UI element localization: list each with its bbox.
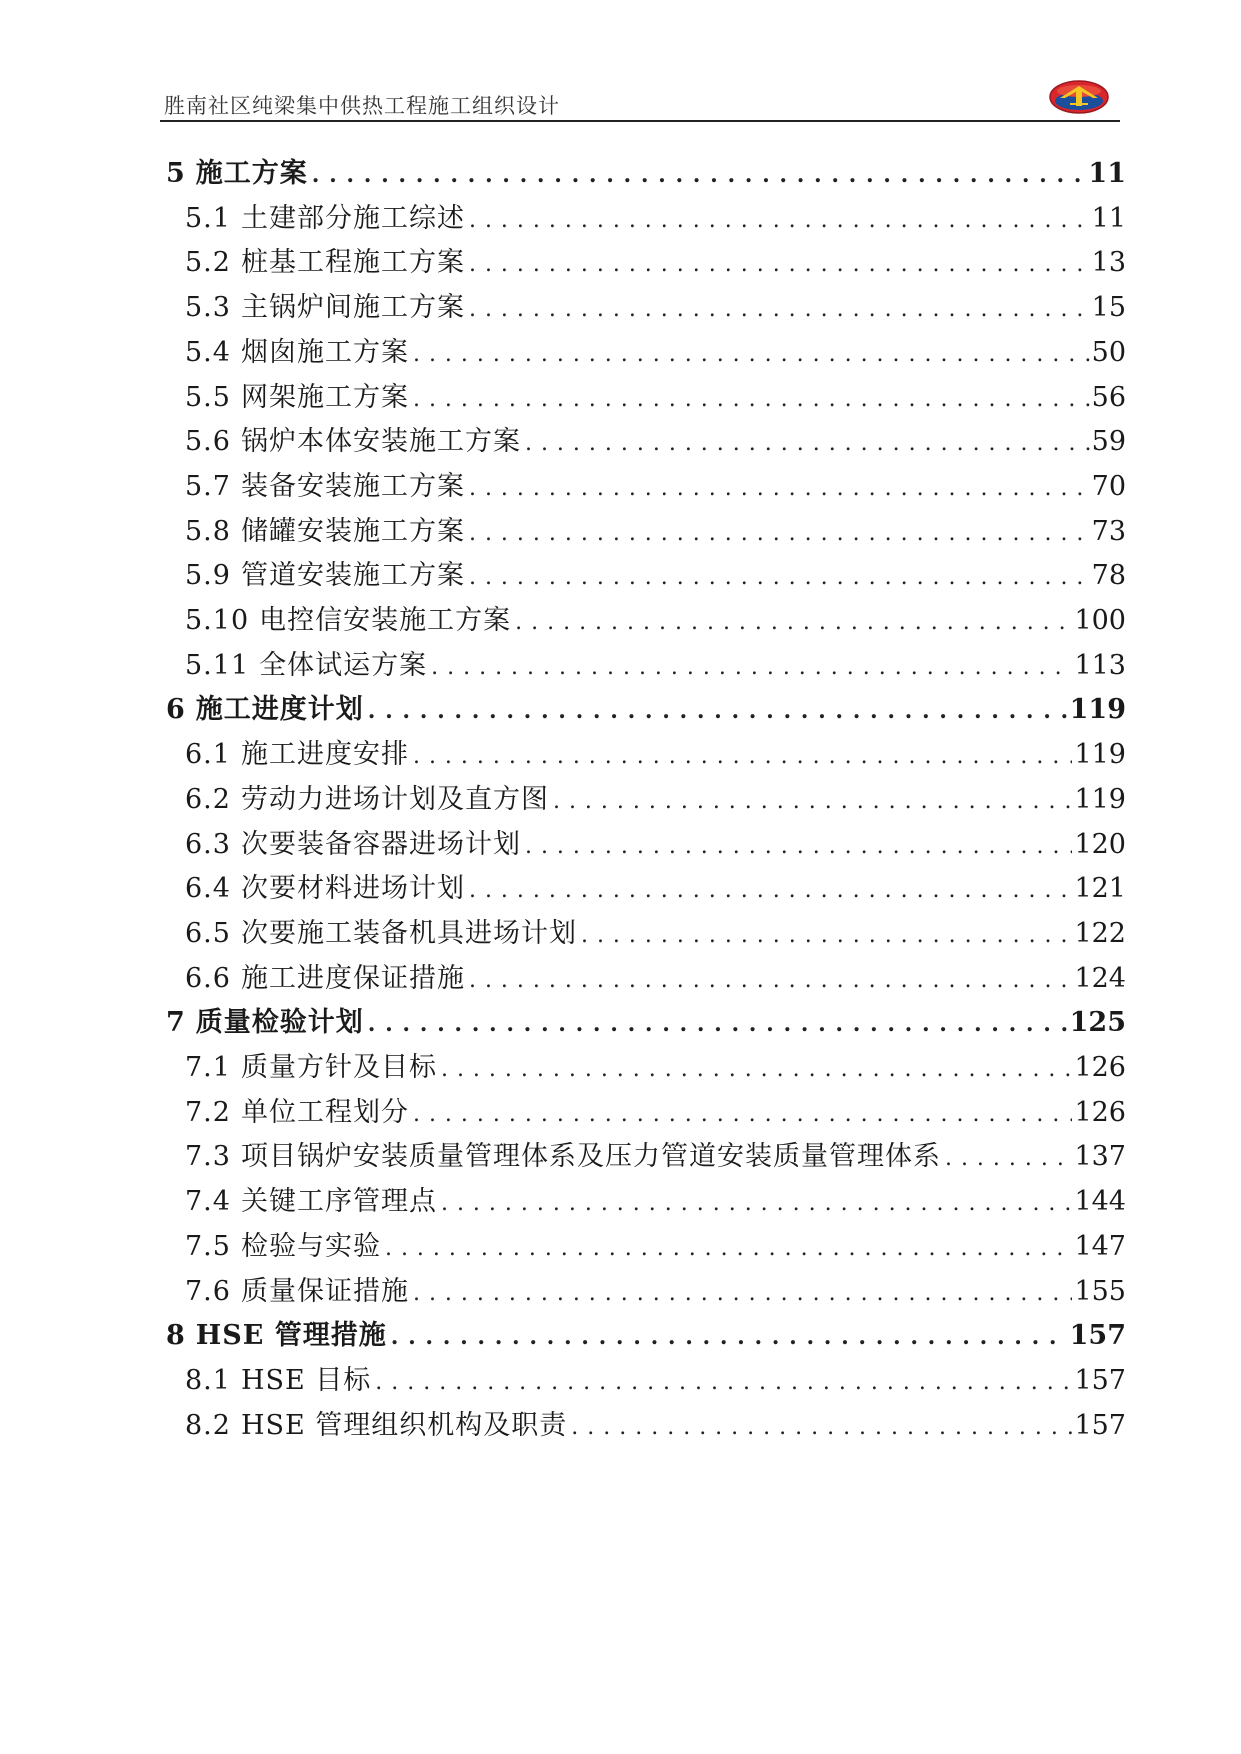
toc-entry-label: [166, 689, 364, 731]
toc-dot-leader: [368, 1003, 1068, 1045]
toc-page-number: 126: [1074, 1097, 1126, 1128]
toc-entry-title: HSE 管理组织机构及职责: [240, 1410, 568, 1441]
toc-entry-title: 施工方案: [195, 158, 308, 189]
toc-entry-number: 6.1: [185, 739, 231, 770]
toc-entry-number: 5.8: [185, 516, 231, 547]
toc-entry-title: 全体试运方案: [259, 650, 428, 681]
toc-dot-leader: [431, 647, 1072, 689]
toc-section-row[interactable]: [185, 958, 1126, 1000]
toc-page-number: 15: [1091, 292, 1126, 323]
toc-section-row[interactable]: [185, 913, 1126, 955]
toc-entry-label: [185, 377, 409, 419]
toc-page-number: 113: [1074, 650, 1126, 681]
toc-entry-number: 5.2: [185, 247, 231, 278]
toc-entry-title: 主锅炉间施工方案: [240, 292, 465, 323]
toc-entry-title: 质量保证措施: [240, 1276, 409, 1307]
toc-chapter-row[interactable]: [166, 689, 1126, 731]
toc-page-number: 126: [1074, 1052, 1126, 1083]
toc-entry-title: 锅炉本体安装施工方案: [240, 426, 521, 457]
page-header: [160, 78, 1120, 122]
toc-page-number: 122: [1074, 918, 1126, 949]
toc-entry-number: 6: [166, 694, 186, 725]
toc-page-number: 11: [1091, 203, 1126, 234]
toc-dot-leader: [469, 468, 1090, 510]
toc-page-number: 13: [1091, 247, 1126, 278]
toc-page-number: 78: [1091, 560, 1126, 591]
toc-entry-label: [185, 824, 521, 866]
toc-page-number: 124: [1074, 963, 1126, 994]
toc-entry-label: [185, 1271, 409, 1313]
toc-section-row[interactable]: [185, 1226, 1126, 1268]
toc-entry-number: 7.3: [185, 1141, 231, 1172]
toc-section-row[interactable]: [185, 600, 1126, 642]
toc-dot-leader: [469, 870, 1073, 912]
toc-dot-leader: [413, 334, 1090, 376]
toc-entry-title: 电控信安装施工方案: [259, 605, 512, 636]
toc-section-row[interactable]: [185, 377, 1126, 419]
toc-page-number: 125: [1069, 1007, 1126, 1038]
toc-dot-leader: [525, 826, 1073, 868]
toc-entry-label: [185, 1360, 371, 1402]
toc-entry-number: 6.2: [185, 784, 231, 815]
toc-section-row[interactable]: [185, 779, 1126, 821]
toc-entry-label: [185, 734, 409, 776]
toc-page-number: 59: [1091, 426, 1126, 457]
toc-entry-label: [185, 600, 511, 642]
toc-entry-label: [185, 242, 465, 284]
toc-page-number: 73: [1091, 516, 1126, 547]
toc-section-row[interactable]: [185, 645, 1126, 687]
toc-entry-number: 5.10: [185, 605, 250, 636]
toc-entry-label: [185, 1405, 567, 1447]
toc-page-number: 121: [1074, 873, 1126, 904]
toc-dot-leader: [391, 1316, 1068, 1358]
toc-entry-number: 5: [166, 158, 186, 189]
toc-entry-title: 施工进度安排: [240, 739, 409, 770]
toc-entry-title: 装备安装施工方案: [240, 471, 465, 502]
toc-dot-leader: [469, 557, 1090, 599]
toc-section-row[interactable]: [185, 824, 1126, 866]
toc-dot-leader: [469, 200, 1090, 242]
toc-entry-label: [166, 1002, 364, 1044]
toc-entry-label: [185, 421, 521, 463]
toc-page-number: 119: [1074, 739, 1126, 770]
toc-entry-number: 7.4: [185, 1186, 231, 1217]
toc-entry-title: 施工进度保证措施: [240, 963, 465, 994]
toc-entry-number: 7: [166, 1007, 186, 1038]
toc-section-row[interactable]: [185, 511, 1126, 553]
toc-entry-number: 5.11: [185, 650, 250, 681]
toc-entry-label: [185, 958, 465, 1000]
toc-section-row[interactable]: [185, 868, 1126, 910]
toc-entry-number: 8: [166, 1320, 186, 1351]
toc-section-row[interactable]: [185, 555, 1126, 597]
toc-dot-leader: [413, 379, 1090, 421]
toc-dot-leader: [469, 244, 1090, 286]
toc-page-number: 70: [1091, 471, 1126, 502]
toc-entry-title: 关键工序管理点: [240, 1186, 437, 1217]
toc-dot-leader: [441, 1183, 1073, 1225]
toc-entry-number: 5.6: [185, 426, 231, 457]
document-title: 胜南社区纯梁集中供热工程施工组织设计: [164, 94, 560, 118]
toc-entry-number: 5.5: [185, 382, 231, 413]
toc-entry-title: 质量方针及目标: [240, 1052, 437, 1083]
toc-entry-title: 桩基工程施工方案: [240, 247, 465, 278]
toc-section-row[interactable]: [185, 1405, 1126, 1447]
toc-page-number: 147: [1074, 1231, 1126, 1262]
toc-entry-number: 7.1: [185, 1052, 231, 1083]
toc-entry-label: [166, 1315, 387, 1357]
toc-entry-title: 质量检验计划: [195, 1007, 364, 1038]
toc-entry-number: 8.2: [185, 1410, 231, 1441]
toc-entry-label: [185, 287, 465, 329]
toc-entry-number: 8.1: [185, 1365, 231, 1396]
toc-entry-title: 检验与实验: [240, 1231, 381, 1262]
toc-entry-title: 项目锅炉安装质量管理体系及压力管道安装质量管理体系: [240, 1141, 941, 1172]
toc-chapter-row[interactable]: [166, 1002, 1126, 1044]
toc-entry-label: [185, 555, 465, 597]
toc-entry-title: 储罐安装施工方案: [240, 516, 465, 547]
toc-entry-number: 6.6: [185, 963, 231, 994]
toc-entry-title: 管道安装施工方案: [240, 560, 465, 591]
toc-entry-number: 5.1: [185, 203, 231, 234]
toc-dot-leader: [413, 736, 1073, 778]
toc-dot-leader: [571, 1407, 1072, 1449]
toc-entry-number: 7.6: [185, 1276, 231, 1307]
toc-dot-leader: [553, 781, 1073, 823]
toc-page-number: 56: [1091, 382, 1126, 413]
toc-entry-title: 网架施工方案: [240, 382, 409, 413]
toc-section-row[interactable]: [185, 421, 1126, 463]
toc-page-number: 137: [1074, 1141, 1126, 1172]
toc-section-row[interactable]: [185, 287, 1126, 329]
toc-entry-title: HSE 管理措施: [195, 1320, 387, 1351]
toc-section-row[interactable]: [185, 242, 1126, 284]
toc-entry-label: [185, 868, 465, 910]
toc-dot-leader: [385, 1228, 1073, 1270]
toc-page-number: 50: [1091, 337, 1126, 368]
toc-entry-label: [185, 332, 409, 374]
toc-entry-title: HSE 目标: [240, 1365, 372, 1396]
toc-section-row[interactable]: [185, 198, 1126, 240]
toc-entry-number: 5.3: [185, 292, 231, 323]
toc-dot-leader: [413, 1094, 1073, 1136]
toc-entry-label: [185, 1136, 941, 1178]
toc-dot-leader: [945, 1138, 1073, 1180]
toc-entry-title: 施工进度计划: [195, 694, 364, 725]
toc-dot-leader: [312, 154, 1087, 196]
toc-entry-number: 6.3: [185, 829, 231, 860]
toc-dot-leader: [413, 1273, 1073, 1315]
toc-entry-number: 6.4: [185, 873, 231, 904]
toc-entry-label: [185, 913, 577, 955]
header-divider: [160, 120, 1120, 122]
toc-page-number: 100: [1074, 605, 1126, 636]
toc-dot-leader: [515, 602, 1072, 644]
toc-entry-number: 7.2: [185, 1097, 231, 1128]
toc-entry-label: [185, 645, 427, 687]
toc-chapter-row[interactable]: [166, 1315, 1126, 1357]
toc-dot-leader: [441, 1049, 1073, 1091]
toc-section-row[interactable]: [185, 1181, 1126, 1223]
company-logo-icon: [1048, 78, 1110, 116]
toc-page-number: 119: [1074, 784, 1126, 815]
toc-entry-label: [185, 1092, 409, 1134]
toc-section-row[interactable]: [185, 466, 1126, 508]
toc-dot-leader: [368, 690, 1068, 732]
toc-section-row[interactable]: [185, 734, 1126, 776]
toc-dot-leader: [469, 513, 1090, 555]
toc-entry-label: [185, 1181, 437, 1223]
toc-page-number: 11: [1088, 158, 1126, 189]
toc-chapter-row[interactable]: [166, 153, 1126, 195]
toc-entry-label: [185, 466, 465, 508]
toc-entry-title: 次要施工装备机具进场计划: [240, 918, 577, 949]
toc-entry-label: [185, 779, 549, 821]
toc-dot-leader: [469, 960, 1073, 1002]
toc-entry-title: 单位工程划分: [240, 1097, 409, 1128]
toc-section-row[interactable]: [185, 1047, 1126, 1089]
toc-section-row[interactable]: [185, 1136, 1126, 1178]
toc-entry-number: 7.5: [185, 1231, 231, 1262]
toc-page-number: 157: [1074, 1365, 1126, 1396]
toc-page-number: 155: [1074, 1276, 1126, 1307]
toc-page-number: 119: [1069, 694, 1126, 725]
toc-entry-label: [185, 198, 465, 240]
toc-dot-leader: [375, 1362, 1072, 1404]
toc-entry-label: [185, 511, 465, 553]
toc-page-number: 157: [1074, 1410, 1126, 1441]
toc-section-row[interactable]: [185, 1360, 1126, 1402]
toc-page-number: 144: [1074, 1186, 1126, 1217]
toc-dot-leader: [525, 423, 1090, 465]
toc-dot-leader: [581, 915, 1073, 957]
toc-entry-number: 5.4: [185, 337, 231, 368]
toc-section-row[interactable]: [185, 1271, 1126, 1313]
toc-page-number: 120: [1074, 829, 1126, 860]
toc-entry-number: 5.9: [185, 560, 231, 591]
toc-entry-label: [166, 153, 308, 195]
toc-dot-leader: [469, 289, 1090, 331]
toc-entry-title: 次要材料进场计划: [240, 873, 465, 904]
toc-entry-number: 6.5: [185, 918, 231, 949]
toc-entry-title: 土建部分施工综述: [240, 203, 465, 234]
toc-entry-label: [185, 1226, 381, 1268]
toc-section-row[interactable]: [185, 332, 1126, 374]
toc-entry-title: 烟囱施工方案: [240, 337, 409, 368]
toc-entry-label: [185, 1047, 437, 1089]
toc-entry-number: 5.7: [185, 471, 231, 502]
toc-entry-title: 次要装备容器进场计划: [240, 829, 521, 860]
toc-section-row[interactable]: [185, 1092, 1126, 1134]
toc-page-number: 157: [1069, 1320, 1126, 1351]
toc-entry-title: 劳动力进场计划及直方图: [240, 784, 549, 815]
